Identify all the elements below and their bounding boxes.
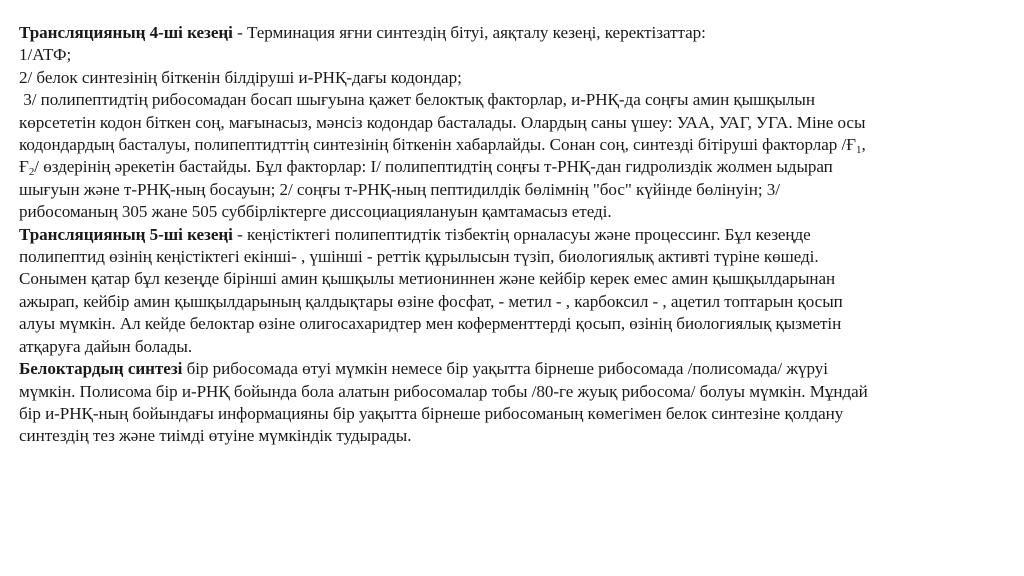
stage5-line-4: ажырап, кейбір амин қышқылдарының қалдықтары өзіне фосфат, - метил - , карбоксил - , ацетил топтарын қосып xyxy=(19,291,843,311)
protein-synthesis-heading-line xyxy=(19,358,1009,380)
item3-line-3-text: кодондардың басталуы, полипептидттің синтезінің біткенін хабарлайды. Сонан соң, синтезді бітіруші факторлар /Ғ xyxy=(19,135,857,155)
item3-line-6: рибосоманың 305 жане 505 суббірліктерге диссоциациялануын қамтамасыз етеді. xyxy=(19,202,612,222)
item3-line-3-comma: , xyxy=(861,135,866,155)
protein-synthesis-line-4: синтездің тез және тиімді өтуіне мүмкіндік тудырады. xyxy=(19,426,412,446)
item3-line-3 xyxy=(19,134,1009,156)
protein-synthesis-heading: Белоктардың синтезі xyxy=(19,359,183,379)
factor-letter: Ғ xyxy=(19,157,29,177)
protein-synthesis-line-1: бір рибосомада өтуі мүмкін немесе бір уақытта бірнеше рибосомада /полисомада/ жүруі xyxy=(182,359,828,379)
stage5-line-3: Сонымен қатар бұл кезеңде бірінші амин қышқылы метиониннен және кейбір керек емес амин қышқылдарынан xyxy=(19,269,836,289)
section5-heading-line xyxy=(19,224,1009,246)
item-stop-codons: 2/ белок синтезінің біткенін білдіруші и-РНҚ-дағы кодондар; xyxy=(19,67,462,87)
item3-line-1: 3/ полипептидтің рибосомадан босап шығуына қажет белоктық факторлар, и-РНҚ-да соңғы амин қышқылын xyxy=(19,90,815,110)
factor-subscript-1: 1 xyxy=(856,144,862,157)
factor-subscript-2: 2 xyxy=(28,166,35,179)
stage5-line-6: атқаруға дайын болады. xyxy=(19,336,193,356)
stage5-line-5: алуы мүмкін. Ал кейде белоктар өзіне олигосахаридтер мен коферменттерді қосып, өзінің биологиялық қызметін xyxy=(19,314,842,334)
item-atp: 1/АТФ; xyxy=(19,45,72,65)
stage5-line-1: - кеңістіктегі полипептидтік тізбектің орналасуы және процессинг. Бұл кезеңде xyxy=(232,224,811,244)
item3-line-4-text: / өздерінің әрекетін бастайды. Бұл факторлар: І/ полипептидтің соңғы т-РНҚ-дан гидролиздік жолмен ыдырап xyxy=(34,157,833,177)
slide-text-body xyxy=(19,22,1009,448)
item3-line-5: шығуын және т-РНҚ-ның босауын; 2/ соңғы т-РНҚ-ның пептидилдік бөлімнің "бос" күйінде бөлінуін; 3/ xyxy=(19,179,780,199)
stage5-line-2: полипептид өзінің кеңістіктегі екінші- , үшінші - реттік құрылысын түзіп, биологиялық активті түріне көшеді. xyxy=(19,247,819,267)
protein-synthesis-line-2: мүмкін. Полисома бір и-РНҚ бойында бола алатын рибосомалар тобы /80-ге жуық рибосома/ болуы мүмкін. Мұндай xyxy=(19,381,868,401)
section4-heading-line xyxy=(19,22,1009,44)
stage5-heading: Трансляцияның 5-ші кезеңі xyxy=(19,224,233,244)
item3-line-2: көрсететін кодон біткен соң, мағынасыз, мәнсіз кодондар басталады. Олардың саны үшеу: УАА, УАГ, УГА. Міне осы xyxy=(19,112,866,132)
stage4-heading: Трансляцияның 4-ші кезеңі xyxy=(19,23,233,42)
protein-synthesis-line-3: бір и-РНҚ-ның бойындағы информацияны бір уақытта бірнеше рибосоманың көмегімен белок синтезіне қолдану xyxy=(19,403,844,423)
item3-line-4 xyxy=(19,156,1009,178)
stage4-intro: - Терминация яғни синтездің бітуі, аяқталу кезеңі, керектізаттар: xyxy=(232,23,706,42)
